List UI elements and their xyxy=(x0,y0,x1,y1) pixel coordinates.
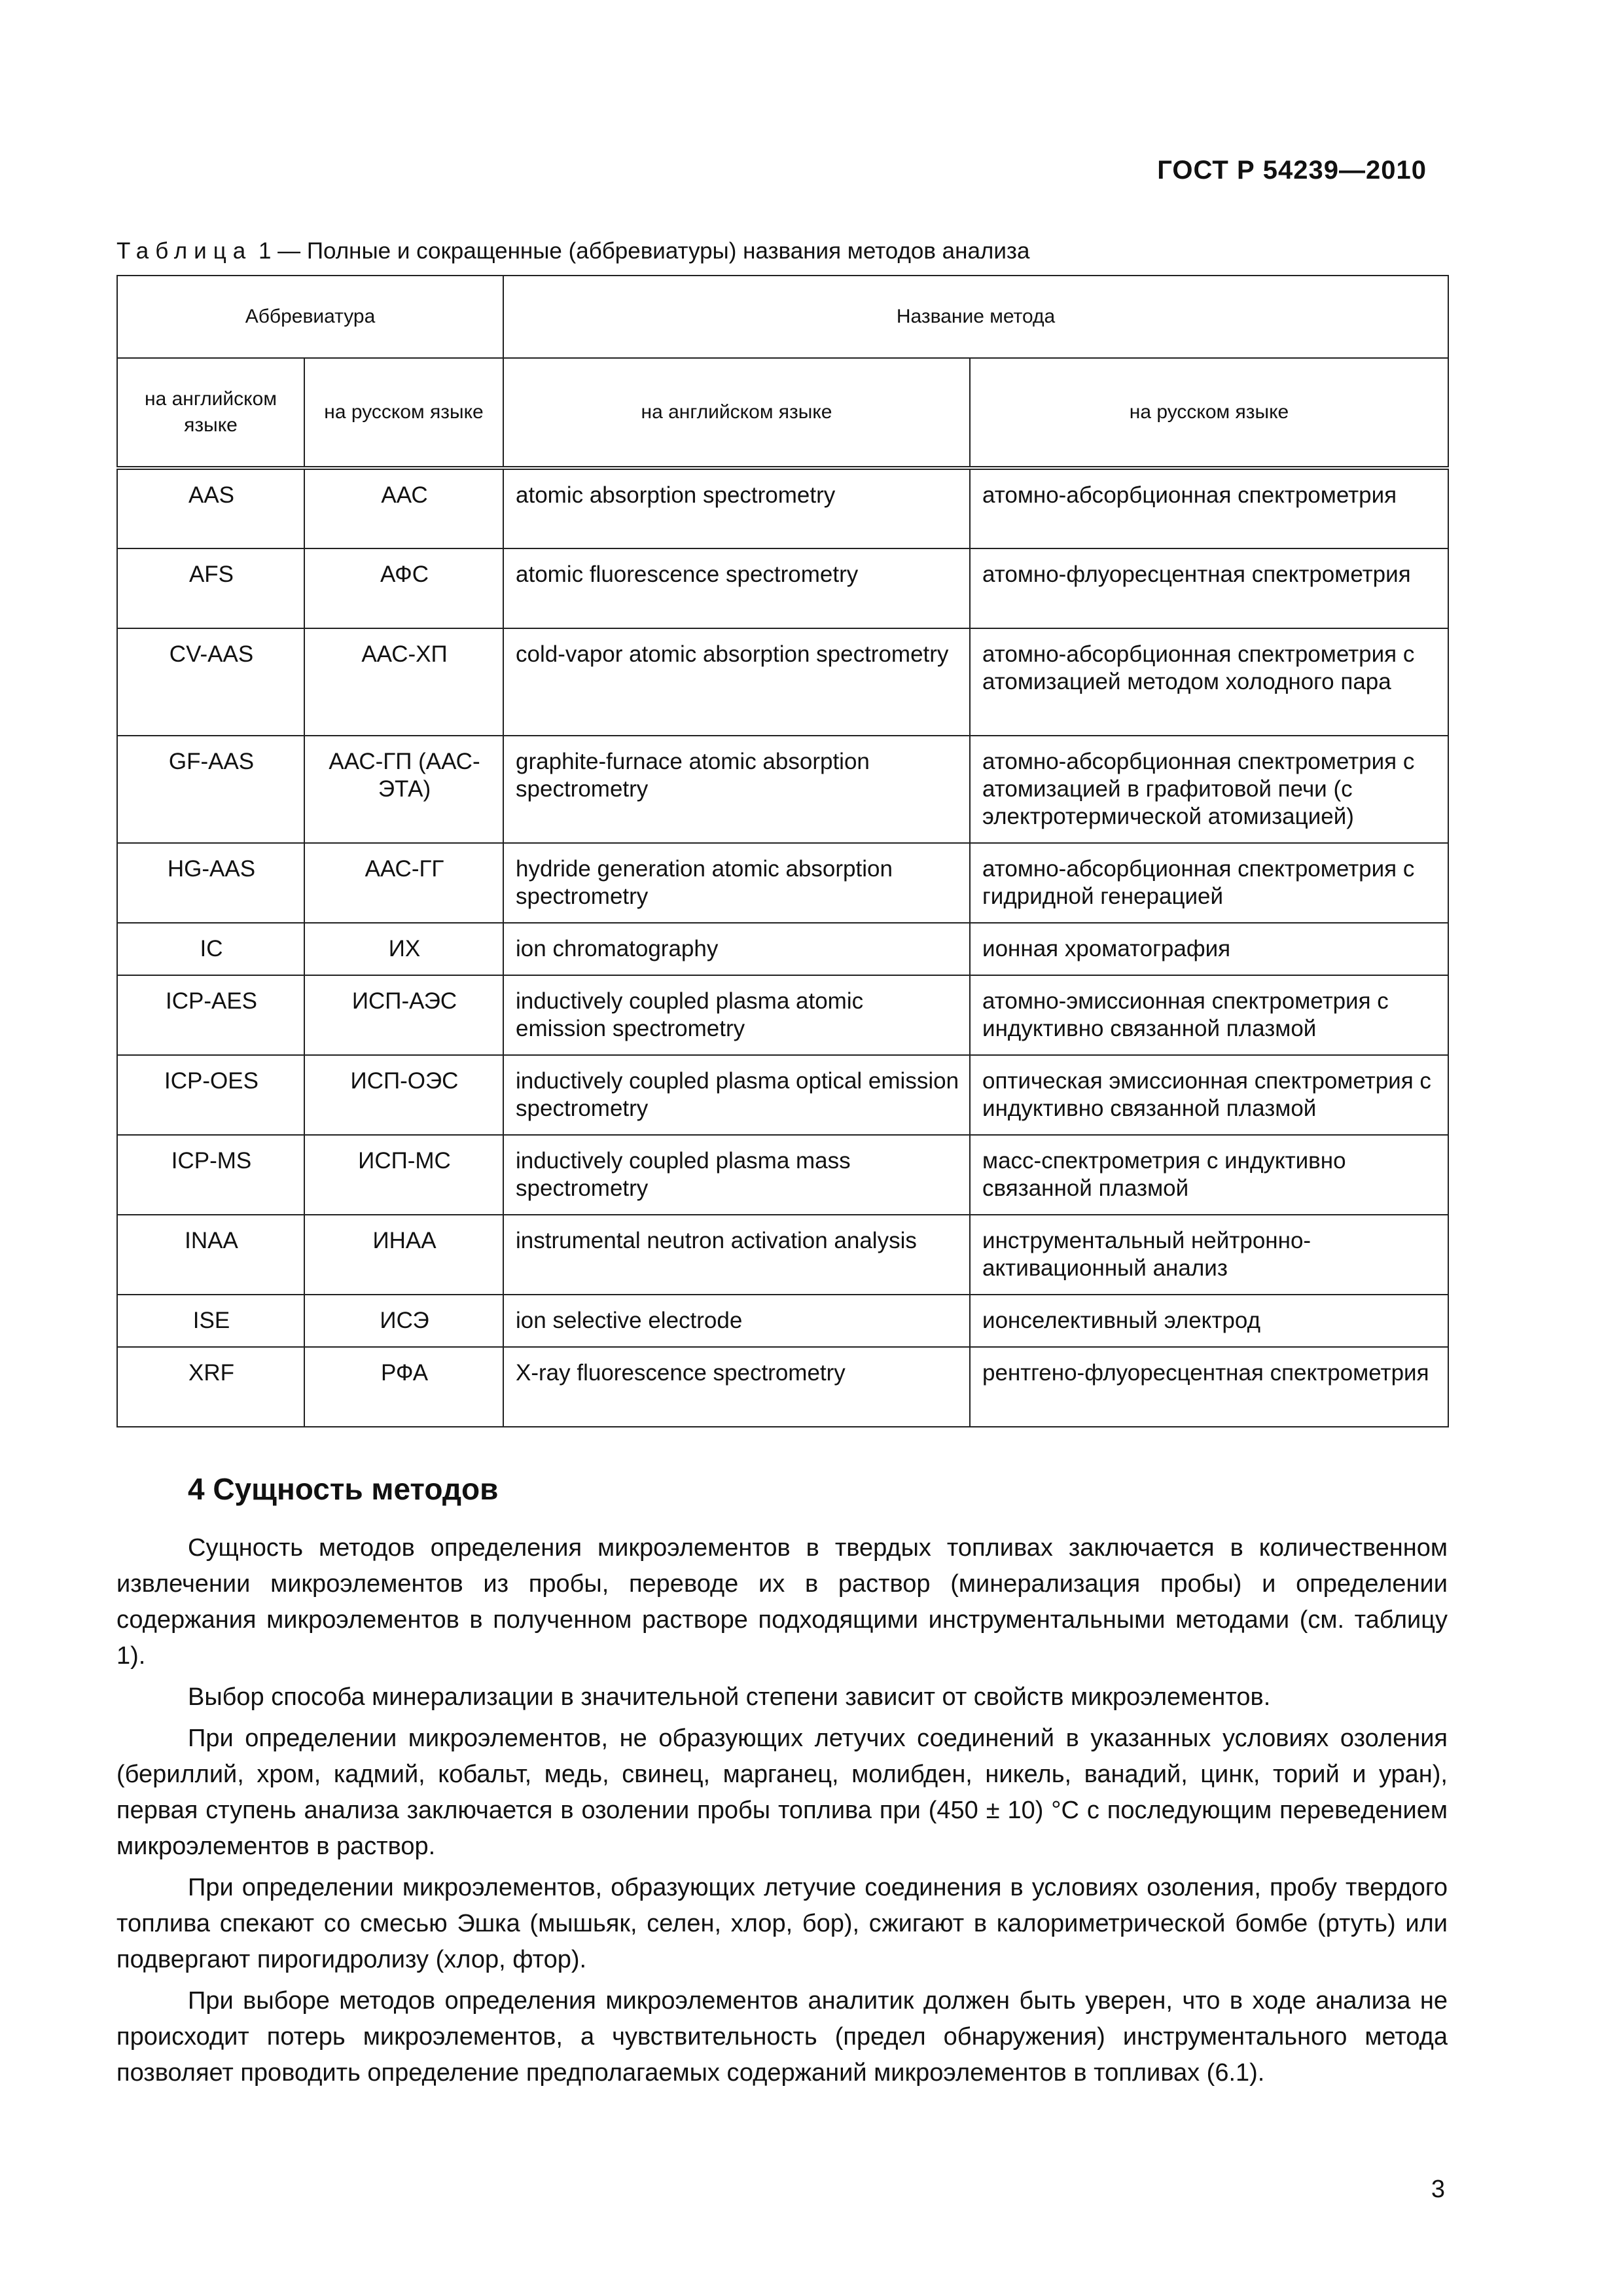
paragraph: При определении микроэлементов, не образующих летучих соединений в указанных условиях озоления (бериллий, хром, кадмий, кобальт, медь, свинец, марганец, молибден, никель, ванадий, цинк, торий и уран), первая ступень анализа заключается в озолении пробы топлива при (450 ± 10) °С с последующим переведением микроэлементов в раствор. xyxy=(116,1725,1448,1860)
cell-name-ru: оптическая эмиссионная спектрометрия с индуктивно связанной плазмой xyxy=(970,1055,1448,1135)
cell-abbr-en: INAA xyxy=(117,1215,304,1295)
cell-name-ru: атомно-абсорбционная спектрометрия с атомизацией методом холодного пара xyxy=(970,628,1448,736)
cell-abbr-ru: АФС xyxy=(304,548,503,628)
cell-abbr-en: CV-AAS xyxy=(117,628,304,736)
cell-abbr-ru: ААС-ГП (ААС-ЭТА) xyxy=(304,736,503,843)
table-row xyxy=(117,548,1448,628)
table-row xyxy=(117,1295,1448,1347)
cell-abbr-ru: ИХ xyxy=(304,923,503,975)
cell-name-en: inductively coupled plasma atomic emission spectrometry xyxy=(503,975,970,1055)
table-row xyxy=(117,843,1448,923)
cell-name-ru: атомно-абсорбционная спектрометрия с атомизацией в графитовой печи (с электротермической атомизацией) xyxy=(970,736,1448,843)
cell-name-en: inductively coupled plasma optical emission spectrometry xyxy=(503,1055,970,1135)
cell-abbr-en: ICP-MS xyxy=(117,1135,304,1215)
cell-name-en: atomic absorption spectrometry xyxy=(503,468,970,548)
cell-name-en: atomic fluorescence spectrometry xyxy=(503,548,970,628)
cell-name-en: graphite-furnace atomic absorption spectrometry xyxy=(503,736,970,843)
document-standard-number: ГОСТ Р 54239—2010 xyxy=(1157,156,1427,185)
cell-abbr-en: IC xyxy=(117,923,304,975)
header-abbr-en: на английском языке xyxy=(117,358,304,468)
cell-abbr-ru: ИСП-АЭС xyxy=(304,975,503,1055)
cell-name-en: X-ray fluorescence spectrometry xyxy=(503,1347,970,1427)
paragraph: Сущность методов определения микроэлементов в твердых топливах заключается в количественном извлечении микроэлементов из пробы, переводе их в раствор (минерализация пробы) и определении содержания микроэлементов в полученном растворе подходящими инструментальными методами (см. таблицу 1). xyxy=(116,1534,1448,1670)
methods-table xyxy=(116,275,1449,1427)
header-name-ru: на русском языке xyxy=(970,358,1448,468)
cell-name-ru: инструментальный нейтронно-активационный анализ xyxy=(970,1215,1448,1295)
table-sub-header-row xyxy=(117,358,1448,468)
table-caption-text: 1 — Полные и сокращенные (аббревиатуры) названия методов анализа xyxy=(252,238,1030,264)
page-number: 3 xyxy=(1431,2176,1445,2203)
header-name-en: на английском языке xyxy=(503,358,970,468)
cell-abbr-ru: ИСП-ОЭС xyxy=(304,1055,503,1135)
paragraph: Выбор способа минерализации в значительной степени зависит от свойств микроэлементов. xyxy=(188,1683,1271,1711)
cell-name-ru: ионная хроматография xyxy=(970,923,1448,975)
cell-name-en: instrumental neutron activation analysis xyxy=(503,1215,970,1295)
table-caption-label: Таблица xyxy=(116,238,253,264)
table-row xyxy=(117,1135,1448,1215)
table-row xyxy=(117,1215,1448,1295)
cell-name-ru: масс-спектрометрия с индуктивно связанной плазмой xyxy=(970,1135,1448,1215)
section-title: 4 Сущность методов xyxy=(188,1472,499,1506)
cell-abbr-ru: ИСП-МС xyxy=(304,1135,503,1215)
cell-abbr-ru: ААС-ГГ xyxy=(304,843,503,923)
table-group-header-row xyxy=(117,276,1448,358)
cell-abbr-en: ICP-OES xyxy=(117,1055,304,1135)
cell-name-en: ion selective electrode xyxy=(503,1295,970,1347)
cell-abbr-en: ISE xyxy=(117,1295,304,1347)
cell-name-ru: рентгено-флуоресцентная спектрометрия xyxy=(970,1347,1448,1427)
cell-abbr-ru: ААС xyxy=(304,468,503,548)
header-abbr-ru: на русском языке xyxy=(304,358,503,468)
cell-abbr-en: AFS xyxy=(117,548,304,628)
cell-abbr-ru: ИСЭ xyxy=(304,1295,503,1347)
table-caption xyxy=(116,238,1029,264)
table-row xyxy=(117,923,1448,975)
section-body xyxy=(116,1530,1448,2096)
table-row xyxy=(117,1055,1448,1135)
cell-name-en: cold-vapor atomic absorption spectrometry xyxy=(503,628,970,736)
cell-name-ru: ионселективный электрод xyxy=(970,1295,1448,1347)
table-row xyxy=(117,736,1448,843)
cell-abbr-en: GF-AAS xyxy=(117,736,304,843)
cell-abbr-en: ICP-AES xyxy=(117,975,304,1055)
cell-name-en: inductively coupled plasma mass spectrometry xyxy=(503,1135,970,1215)
cell-name-en: ion chromatography xyxy=(503,923,970,975)
header-method-name: Название метода xyxy=(503,276,1448,358)
table-row xyxy=(117,628,1448,736)
cell-name-en: hydride generation atomic absorption spectrometry xyxy=(503,843,970,923)
table-row xyxy=(117,975,1448,1055)
paragraph: При определении микроэлементов, образующих летучие соединения в условиях озоления, пробу твердого топлива спекают со смесью Эшка (мышьяк, селен, хлор, бор), сжигают в калориметрической бомбе (ртуть) или подвергают пирогидролизу (хлор, фтор). xyxy=(116,1874,1448,1973)
cell-name-ru: атомно-эмиссионная спектрометрия с индуктивно связанной плазмой xyxy=(970,975,1448,1055)
cell-abbr-en: HG-AAS xyxy=(117,843,304,923)
cell-name-ru: атомно-флуоресцентная спектрометрия xyxy=(970,548,1448,628)
cell-abbr-ru: ИНАА xyxy=(304,1215,503,1295)
header-abbreviation: Аббревиатура xyxy=(117,276,503,358)
cell-abbr-ru: ААС-ХП xyxy=(304,628,503,736)
table-row xyxy=(117,468,1448,548)
cell-name-ru: атомно-абсорбционная спектрометрия с гидридной генерацией xyxy=(970,843,1448,923)
cell-abbr-en: XRF xyxy=(117,1347,304,1427)
cell-abbr-en: AAS xyxy=(117,468,304,548)
table-body xyxy=(117,468,1448,1427)
cell-name-ru: атомно-абсорбционная спектрометрия xyxy=(970,468,1448,548)
cell-abbr-ru: РФА xyxy=(304,1347,503,1427)
table-row xyxy=(117,1347,1448,1427)
paragraph: При выборе методов определения микроэлементов аналитик должен быть уверен, что в ходе анализа не происходит потерь микроэлементов, а чувствительность (предел обнаружения) инструментального метода позволяет проводить определение предполагаемых содержаний микроэлементов в топливах (6.1). xyxy=(116,1987,1448,2087)
